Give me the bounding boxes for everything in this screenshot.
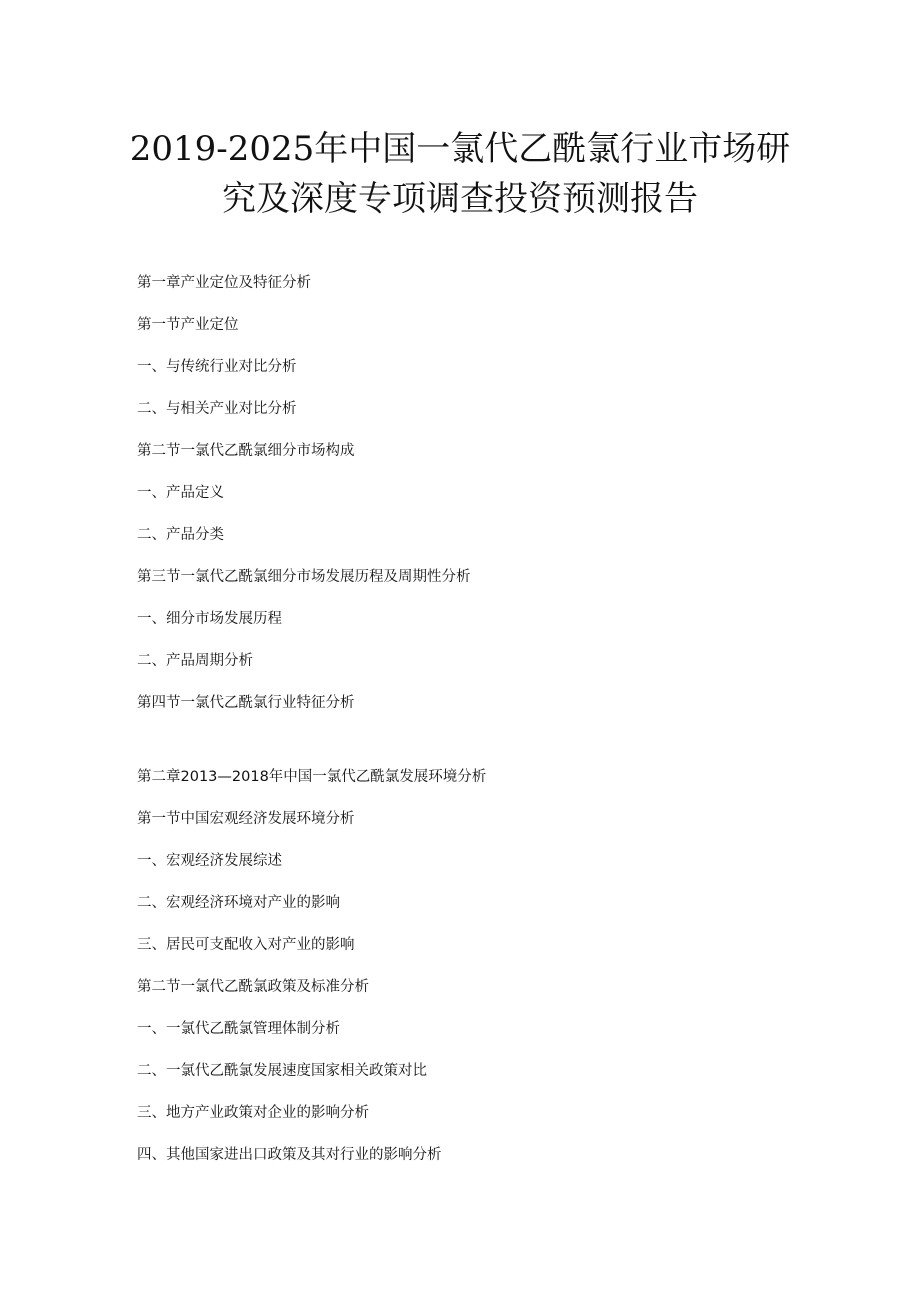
toc-item: 二、宏观经济环境对产业的影响 <box>137 895 340 911</box>
toc-item: 三、地方产业政策对企业的影响分析 <box>137 1105 369 1121</box>
toc-item: 一、与传统行业对比分析 <box>137 359 297 375</box>
toc-chapter-heading: 第一章产业定位及特征分析 <box>137 275 311 291</box>
toc-item: 一、一氯代乙酰氯管理体制分析 <box>137 1021 340 1037</box>
title-line-1: 2019-2025年中国一氯代乙酰氯行业市场研 <box>129 129 791 169</box>
chapter-spacer <box>137 734 817 766</box>
toc-section-chapter-2 <box>137 766 817 1186</box>
toc-section-heading: 第二节一氯代乙酰氯细分市场构成 <box>137 443 355 459</box>
toc-item: 一、产品定义 <box>137 485 224 501</box>
toc-item: 四、其他国家进出口政策及其对行业的影响分析 <box>137 1147 442 1163</box>
title-line-2: 究及深度专项调查投资预测报告 <box>222 179 698 219</box>
toc-section-heading: 第一节产业定位 <box>137 317 239 333</box>
toc-item: 二、一氯代乙酰氯发展速度国家相关政策对比 <box>137 1063 427 1079</box>
toc-section-chapter-1 <box>137 272 817 734</box>
toc-chapter-heading: 第二章2013—2018年中国一氯代乙酰氯发展环境分析 <box>137 769 487 785</box>
toc-section-heading: 第四节一氯代乙酰氯行业特征分析 <box>137 695 355 711</box>
toc-item: 一、宏观经济发展综述 <box>137 853 282 869</box>
toc-item: 一、细分市场发展历程 <box>137 611 282 627</box>
toc-item: 二、产品周期分析 <box>137 653 253 669</box>
toc-section-heading: 第二节一氯代乙酰氯政策及标准分析 <box>137 979 369 995</box>
toc-item: 二、产品分类 <box>137 527 224 543</box>
document-title <box>60 124 860 224</box>
toc-item: 三、居民可支配收入对产业的影响 <box>137 937 355 953</box>
toc-section-heading: 第三节一氯代乙酰氯细分市场发展历程及周期性分析 <box>137 569 471 585</box>
toc-item: 二、与相关产业对比分析 <box>137 401 297 417</box>
toc-section-heading: 第一节中国宏观经济发展环境分析 <box>137 811 355 827</box>
table-of-contents <box>137 272 817 1186</box>
